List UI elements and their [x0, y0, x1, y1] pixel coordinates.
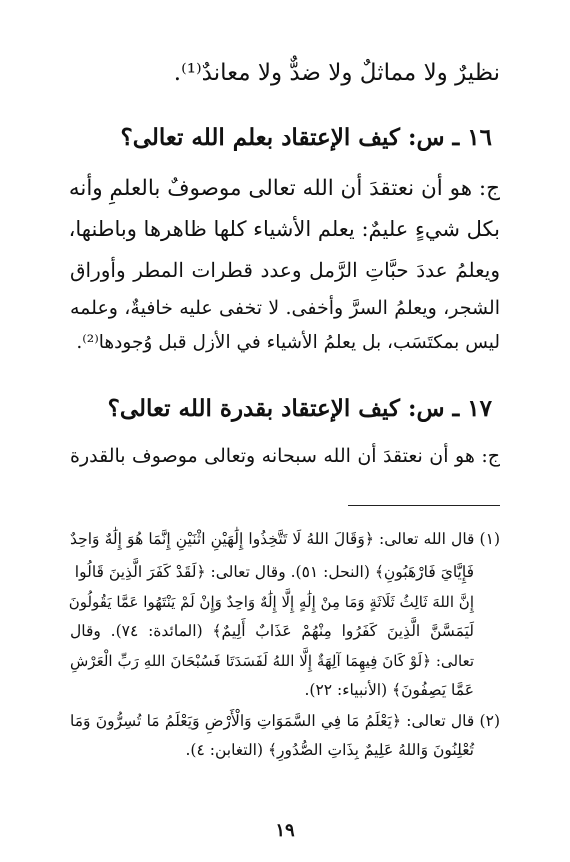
footnote-separator — [348, 505, 500, 506]
answer-line: ويعلمُ عددَ حبَّاتِ الرَّمل وعدد قطرات المطر وأوراق — [70, 258, 500, 282]
footnote-line: تُعْلِنُونَ وَاللهُ عَلِيمٌ بِذَاتِ الصُّدُورِ﴾ (التغابن: ٤). — [185, 741, 474, 759]
answer-line: بكل شيءٍ عليمٌ: يعلم الأشياء كلها ظاهرها وباطنها، — [68, 217, 500, 241]
footnote-line: فَإِيَّايَ فَارْهَبُونِ﴾ (النحل: ٥١). وقال تعالى: ﴿لَقَدْ كَفَرَ الَّذِينَ قَالُوا — [74, 563, 474, 581]
footnote-line: (١) قال الله تعالى: ﴿وَقَالَ اللهُ لَا تَتَّخِذُوا إِلَٰهَيْنِ اثْنَيْنِ إِنَّمَا هُوَ إِلَٰهٌ وَاحِدٌ — [70, 530, 500, 548]
question-heading-17: ١٧ ـ س: كيف الإعتقاد بقدرة الله تعالى؟ — [107, 395, 492, 422]
answer-line: الشجر، ويعلمُ السرَّ وأخفى. لا تخفى عليه خافيةٌ، وعلمه — [70, 297, 500, 319]
answer-line: ج: هو أن نعتقدَ أن الله سبحانه وتعالى موصوف بالقدرة — [70, 445, 500, 467]
footnote-line: إِنَّ اللهَ ثَالِثُ ثَلَاثَةٍ وَمَا مِنْ إِلَٰهٍ إِلَّا إِلَٰهٌ وَاحِدٌ وَإِنْ لَمْ يَنْتَهُوا عَمَّا يَقُولُونَ — [68, 593, 474, 611]
answer-line: ليس بمكتَسَب، بل يعلمُ الأشياء في الأزل قبل وُجودها⁽²⁾. — [76, 332, 500, 353]
footnote-line: لَيَمَسَّنَّ الَّذِينَ كَفَرُوا مِنْهُمْ عَذَابٌ أَلِيمٌ﴾ (المائدة: ٧٤). وقال — [70, 622, 474, 640]
footnote-line: عَمَّا يَصِفُونَ﴾ (الأنبياء: ٢٢). — [304, 681, 474, 699]
footnote-line: تعالى: ﴿لَوْ كَانَ فِيهِمَا آلِهَةٌ إِلَّا اللهُ لَفَسَدَتَا فَسُبْحَانَ اللهِ رَبِّ الْعَرْشِ — [70, 652, 474, 670]
page-number: ١٩ — [275, 820, 295, 841]
footnote-line: (٢) قال تعالى: ﴿يَعْلَمُ مَا فِي السَّمَوَاتِ وَالْأَرْضِ وَيَعْلَمُ مَا تُسِرُّونَ وَمَا — [70, 712, 500, 730]
answer-line: ج: هو أن نعتقدَ أن الله تعالى موصوفٌ بالعلمِ وأنه — [68, 176, 500, 201]
question-heading-16: ١٦ ـ س: كيف الإعتقاد بعلم الله تعالى؟ — [120, 124, 492, 151]
text-line-continuation: نظيرٌ ولا مماثلٌ ولا ضدٌّ ولا معاندٌ⁽¹⁾. — [173, 60, 500, 86]
